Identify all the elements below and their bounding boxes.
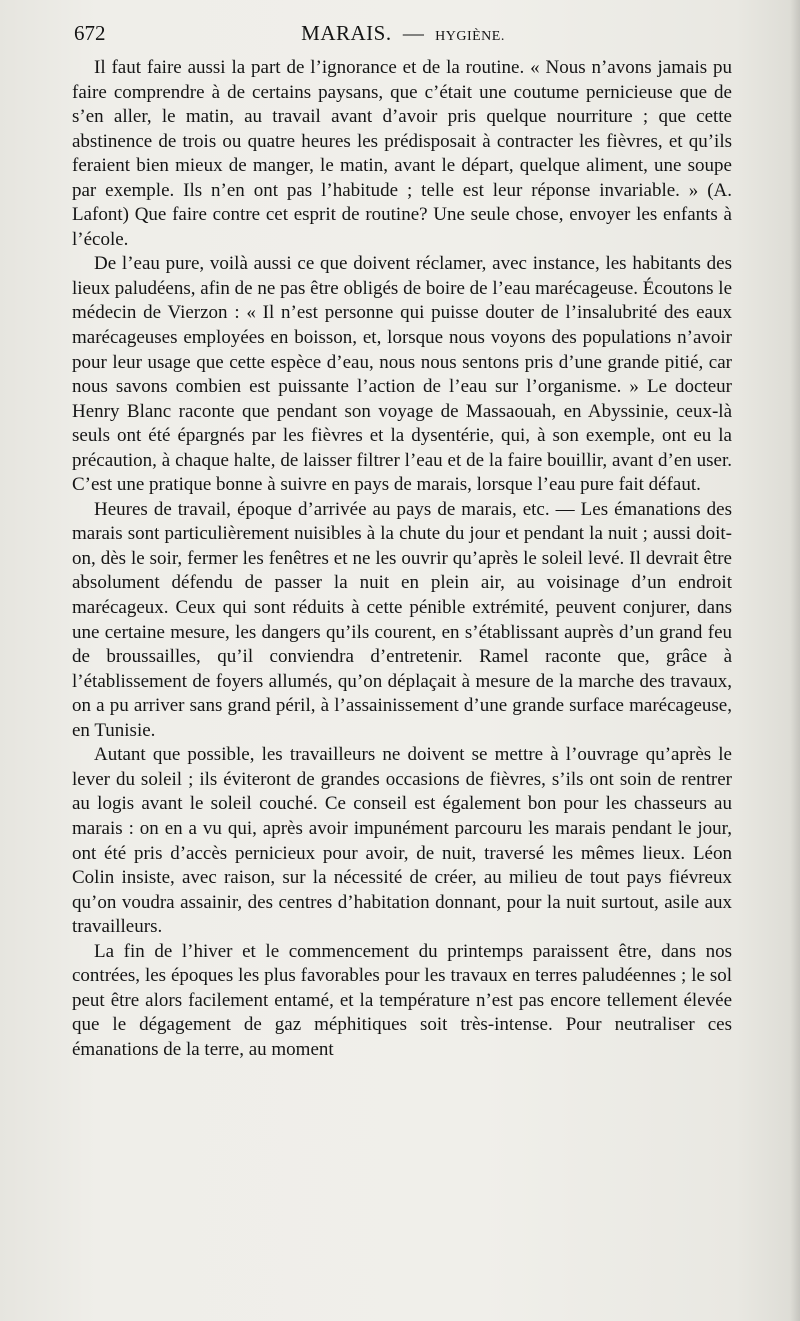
running-title — [74, 18, 732, 52]
paragraph-travailleurs: Autant que possible, les travailleurs ne doivent se mettre à l’ouvrage qu’après le lever du soleil ; ils éviteront de grandes occasions de fièvres, s’ils ont soin de rentrer au logis avant le soleil couché. Ce conseil est également bon pour les chasseurs au marais : on en a vu qui, après avoir impunément parcouru les marais pendant le jour, ont été pris d’accès pernicieux pour avoir, de nuit, traversé les mêmes lieux. Léon Colin insiste, avec raison, sur la nécessité de créer, au milieu de tout pays fiévreux qu’on voudra assainir, des centres d’habitation donnant, pour la nuit surtout, asile aux travailleurs. — [72, 744, 732, 938]
page-header — [74, 18, 732, 48]
running-title-subtitle: HYGIÈNE. — [435, 29, 505, 44]
page-edge-shadow — [790, 0, 800, 1321]
running-title-separator: — — [402, 21, 424, 45]
running-title-main: MARAIS. — [301, 21, 392, 45]
paragraph-fin-de-hiver: La fin de l’hiver et le commencement du printemps paraissent être, dans nos contrées, les époques les plus favorables pour les travaux en terres paludéennes ; le sol peut être alors facilement entamé, et la température n’est pas encore tellement élevée que le dégagement de gaz méphitiques soit très-intense. Pour neutraliser ces émanations de la terre, au moment — [72, 940, 732, 1060]
paragraph-ignorance-routine: Il faut faire aussi la part de l’ignorance et de la routine. « Nous n’avons jamais pu faire comprendre à de certains paysans, que c’était une coutume pernicieuse que de s’en aller, le matin, au travail avant d’avoir pris quelque nourriture ; que cette abstinence de trois ou quatre heures les prédisposait à contracter les fièvres, et qu’ils feraient bien mieux de manger, le matin, avant le départ, quelque aliment, une soupe par exemple. Ils n’en ont pas l’habitude ; telle est leur réponse invariable. » (A. Lafont) Que faire contre cet esprit de routine? Une seule chose, envoyer les enfants à l’école. — [72, 57, 732, 250]
paragraph-eau-pure: De l’eau pure, voilà aussi ce que doivent réclamer, avec instance, les habitants des lieux paludéens, afin de ne pas être obligés de boire de l’eau marécageuse. Écoutons le médecin de Vierzon : « Il n’est personne qui puisse douter de l’insalubrité des eaux marécageuses employées en boisson, et, lorsque nous voyons des populations n’avoir pour leur usage que cette espèce d’eau, nous nous sentons pris d’une grande pitié, car nous savons combien est puissante l’action de l’eau sur l’organisme. » Le docteur Henry Blanc raconte que pendant son voyage de Massaouah, en Abyssinie, ceux-là seuls ont été épargnés par les fièvres et la dysentérie, qui, à son exemple, ont eu la précaution, à chaque halte, de laisser filtrer l’eau et de la faire bouillir, avant d’en user. C’est une pratique bonne à suivre en pays de marais, lorsque l’eau pure fait défaut. — [72, 253, 732, 496]
body-text — [72, 56, 732, 1062]
page-number: 672 — [74, 21, 106, 45]
paragraph-heures-de-travail: Heures de travail, époque d’arrivée au pays de marais, etc. — Les émanations des marais sont particulièrement nuisibles à la chute du jour et pendant la nuit ; aussi doit-on, dès le soir, fermer les fenêtres et ne les ouvrir qu’après le soleil levé. Il devrait être absolument défendu de passer la nuit en plein air, au voisinage d’un endroit marécageux. Ceux qui sont réduits à cette pénible extrémité, peuvent conjurer, dans une certaine mesure, les dangers qu’ils courent, en s’établissant auprès d’un grand feu de broussailles, qu’il conviendra d’entretenir. Ramel raconte que, grâce à l’établissement de foyers allumés, qu’on déplaçait à mesure de la marche des travaux, on a pu arriver sans grand péril, à l’assainissement d’une grande surface marécageuse, en Tunisie. — [72, 498, 732, 741]
